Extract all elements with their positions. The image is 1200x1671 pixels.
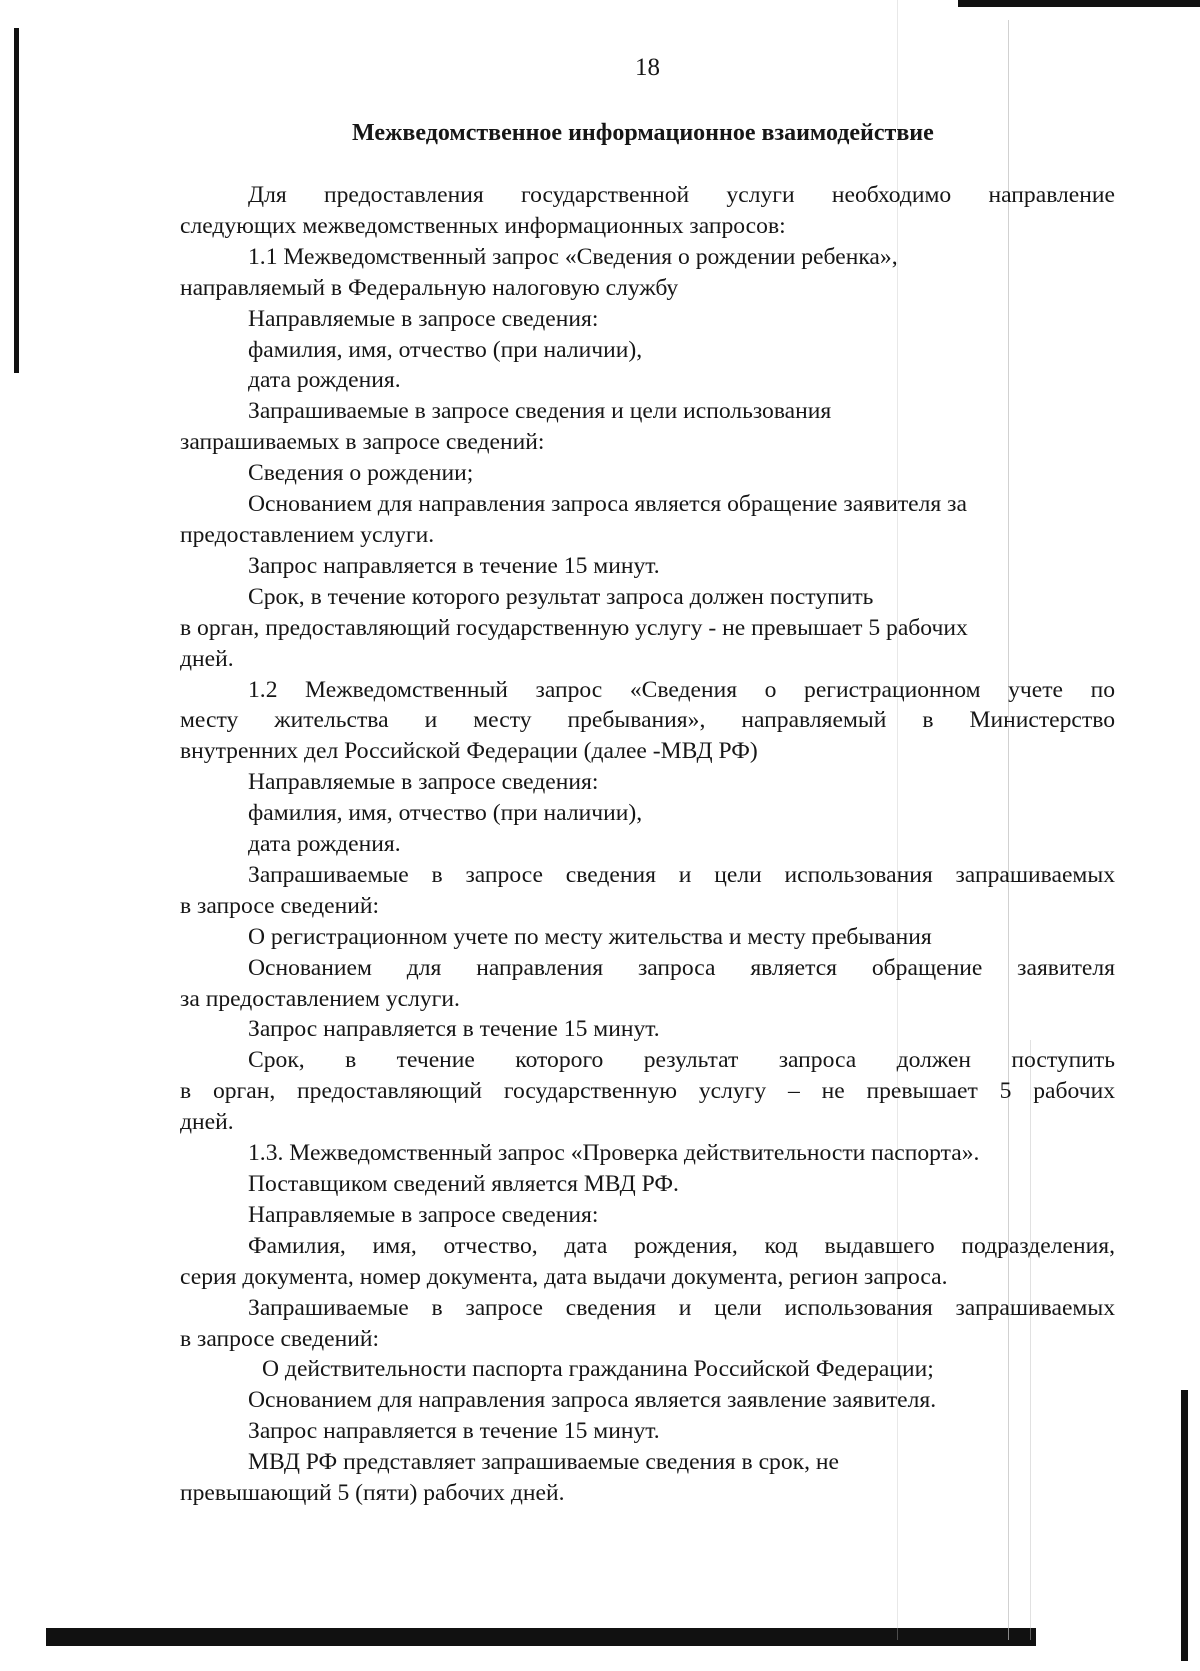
text-line: направляемый в Федеральную налоговую службу [180, 274, 679, 301]
text-line: Фамилия, имя, отчество, дата рождения, код выдавшего подразделения, [248, 1232, 1115, 1259]
text-line: в запросе сведений: [180, 892, 380, 919]
section-heading: Межведомственное информационное взаимодействие [352, 120, 934, 146]
text-line: Запрашиваемые в запросе сведения и цели использования запрашиваемых [248, 1294, 1115, 1321]
text-line: Запрос направляется в течение 15 минут. [248, 1016, 660, 1043]
text-line: в запросе сведений: [180, 1325, 380, 1352]
text-line: внутренних дел Российской Федерации (далее -МВД РФ) [180, 738, 758, 765]
text-line: Срок, в течение которого результат запроса должен поступить [248, 583, 874, 610]
text-line: запрашиваемых в запросе сведений: [180, 429, 545, 456]
scan-edge-bottom [46, 1628, 1036, 1646]
text-line: МВД РФ представляет запрашиваемые сведения в срок, не [248, 1449, 840, 1476]
text-line: Основанием для направления запроса является обращение заявителя за [248, 491, 967, 518]
text-line: Сведения о рождении; [248, 460, 474, 487]
text-line: Запрашиваемые в запросе сведения и цели использования [248, 398, 832, 425]
text-line: Направляемые в запросе сведения: [248, 769, 599, 796]
scan-edge-right [1181, 1390, 1188, 1661]
text-line: Запрашиваемые в запросе сведения и цели использования запрашиваемых [248, 861, 1115, 888]
text-line: Запрос направляется в течение 15 минут. [248, 1418, 660, 1445]
text-line: в орган, предоставляющий государственную услугу - не превышает 5 рабочих [180, 614, 968, 641]
text-line: фамилия, имя, отчество (при наличии), [248, 336, 643, 363]
text-line: Запрос направляется в течение 15 минут. [248, 552, 660, 579]
text-line: месту жительства и месту пребывания», направляемый в Министерство [180, 707, 1115, 734]
text-line: Направляемые в запросе сведения: [248, 1201, 599, 1228]
text-line: следующих межведомственных информационных запросов: [180, 212, 786, 239]
text-line: 1.1 Межведомственный запрос «Сведения о рождении ребенка», [248, 243, 898, 270]
text-line: дата рождения. [248, 831, 401, 858]
text-line: О действительности паспорта гражданина Российской Федерации; [262, 1356, 934, 1383]
text-line: дней. [180, 1109, 234, 1136]
text-line: Основанием для направления запроса является обращение заявителя [248, 954, 1115, 981]
text-line: превышающий 5 (пяти) рабочих дней. [180, 1480, 565, 1507]
scan-edge-top [958, 0, 1200, 7]
text-line: фамилия, имя, отчество (при наличии), [248, 800, 643, 827]
text-line: Основанием для направления запроса является заявление заявителя. [248, 1387, 937, 1414]
text-line: в орган, предоставляющий государственную услугу – не превышает 5 рабочих [180, 1078, 1115, 1105]
text-line: дней. [180, 645, 234, 672]
text-line: за предоставлением услуги. [180, 985, 460, 1012]
text-line: Направляемые в запросе сведения: [248, 305, 599, 332]
text-line: дата рождения. [248, 367, 401, 394]
text-line: 1.2 Межведомственный запрос «Сведения о регистрационном учете по [248, 676, 1115, 703]
text-line: Срок, в течение которого результат запроса должен поступить [248, 1047, 1115, 1074]
text-line: 1.3. Межведомственный запрос «Проверка действительности паспорта». [248, 1140, 980, 1167]
text-line: Для предоставления государственной услуги необходимо направление [248, 182, 1115, 208]
text-line: Поставщиком сведений является МВД РФ. [248, 1171, 679, 1197]
text-line: О регистрационном учете по месту жительства и месту пребывания [248, 923, 932, 950]
page-number: 18 [635, 54, 660, 81]
text-line: предоставлением услуги. [180, 521, 435, 548]
document-body [180, 180, 1115, 1509]
text-line: серия документа, номер документа, дата выдачи документа, регион запроса. [180, 1263, 948, 1290]
